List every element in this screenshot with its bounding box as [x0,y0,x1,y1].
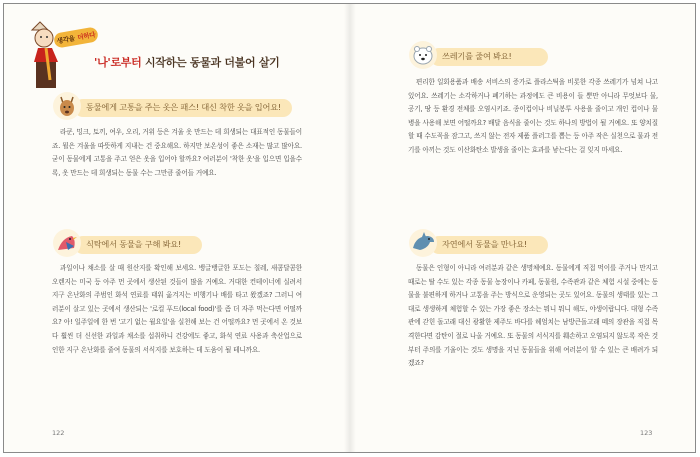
polar-bear-character-icon [408,40,438,70]
tip-text: 식탁에서 동물을 구해 봐요! [86,239,182,249]
chapter-title-quote: '나'로부터 [94,56,142,69]
dolphin-character-icon [408,228,438,258]
chapter-title [94,54,334,70]
tip-text: 자연에서 동물을 만나요! [442,239,527,249]
body-paragraph-food [52,262,302,357]
body-paragraph-clothes [52,126,302,180]
body-text: 동물은 인형이 아니라 여러분과 같은 생명체예요. 동물에게 직접 먹이를 주거나 만지고 때로는 탈 수도 있는 각종 동물 농장이나 카페, 동물원, 수족관과 같은 체험 시설 중에는 동물을 불편하게 하거나 고통을 주는 방식으로 운영되는 곳도 있어요. 동물의 생태를 있는 그대로 생생하게 체험할 수 있는 가장 좋은 장소는 뭐니 뭐니 해도, 야생이랍니다. 대형 수족관에 갇힌 돌고래 대신 광활한 제주도 바다를 헤엄치는 남방큰돌고래 떼의 장관을 직접 목격한다면 감탄이 절로 나올 거예요. 또 동물의 서식지를 훼손하고 오염되지 않도록 작은 것부터 주의를 기울이는 것도 생명을 지닌 동물들을 위해 여러분이 할 수 있는 큰 배려가 되겠죠? [408,264,658,368]
series-badge-highlight: 더하다 [76,30,96,42]
tip-text: 쓰레기를 줄여 봐요! [442,51,512,61]
chapter-title-rest: 시작하는 동물과 더불어 살기 [141,56,280,69]
right-page [350,4,696,452]
body-text: 과일이나 채소를 살 때 원산지를 확인해 보세요. 뱅글뱅글한 포도는 칠레, 새콤달콤한 오렌지는 미국 등 아주 먼 곳에서 생산된 것들이 많을 거예요. 거대한 컨테이너에 실려서 지구 온난화의 주범인 화석 연료를 태워 옮겨지는 비행기나 배를 타고 왔겠죠? 그러니 여러분이 살고 있는 곳에서 생산되는 '로컬 푸드(local food)'를 좀 더 자주 먹는다면 어떨까요? 아! 일주일에 한 번 '고기 없는 월요일'을 실천해 보는 건 어떨까요? 먼 곳에서 온 것보다 훨씬 더 신선한 과일과 채소를 섭취하니 건강에도 좋고, 화석 연료 사용과 축산업으로 인한 지구 온난화를 줄여 동물의 서식지를 보호하는 데 도움이 될 테니까요. [52,264,302,354]
book-spread [3,3,696,453]
tip-banner-food [52,236,202,254]
body-text: 편리한 일회용품과 배송 서비스의 증가로 플라스틱을 비롯한 각종 쓰레기가 넘쳐 나고 있어요. 쓰레기는 소각하거나 폐기하는 과정에도 큰 비용이 들 뿐만 아니라 무엇보다 물, 공기, 땅 등 환경 전체를 오염시키죠. 종이컵이나 비닐봉투 사용을 줄이고 개인 컵이나 물병을 사용해 보면 어떨까요? 배달 음식을 줄이는 것도 하나의 방법이 될 거예요. 또 양치질할 때 수도꼭을 잠그고, 쓰지 않는 전자 제품 플러그를 뽑는 등 아주 작은 실천으로 물과 전기를 아끼는 것도 이산화탄소 발생을 줄이는 효과를 낳는다는 걸 잊지 마세요. [408,78,658,154]
page-number-left: 122 [52,429,65,437]
left-page [4,4,350,452]
deer-character-icon [52,91,82,121]
tip-banner-waste [408,48,548,66]
tip-text: 동물에게 고통을 주는 옷은 패스! 대신 착한 옷을 입어요! [86,102,281,112]
series-badge-lead: 생각을 [56,34,76,46]
body-text: 라쿤, 밍크, 토끼, 여우, 오리, 거위 등은 겨울 옷 만드는 데 희생되는 대표적인 동물들이죠. 뭘은 겨울을 따뜻하게 지내는 건 중요해요. 하지만 보온성이 좋은 소재는 많고 많아요. 굳이 동물에게 고통을 주고 얻은 옷을 입어야 할까요? 여러분이 '착한 옷'을 입으면 입을수록, 옷 만드는 데 희생되는 동물 수는 그만큼 줄어들 거예요. [52,128,302,177]
page-number-right: 123 [640,429,653,437]
tip-banner-clothes [52,99,292,117]
body-paragraph-nature [408,262,658,371]
body-paragraph-waste [408,76,658,158]
tip-banner-nature [408,236,548,254]
bird-character-icon [52,228,82,258]
